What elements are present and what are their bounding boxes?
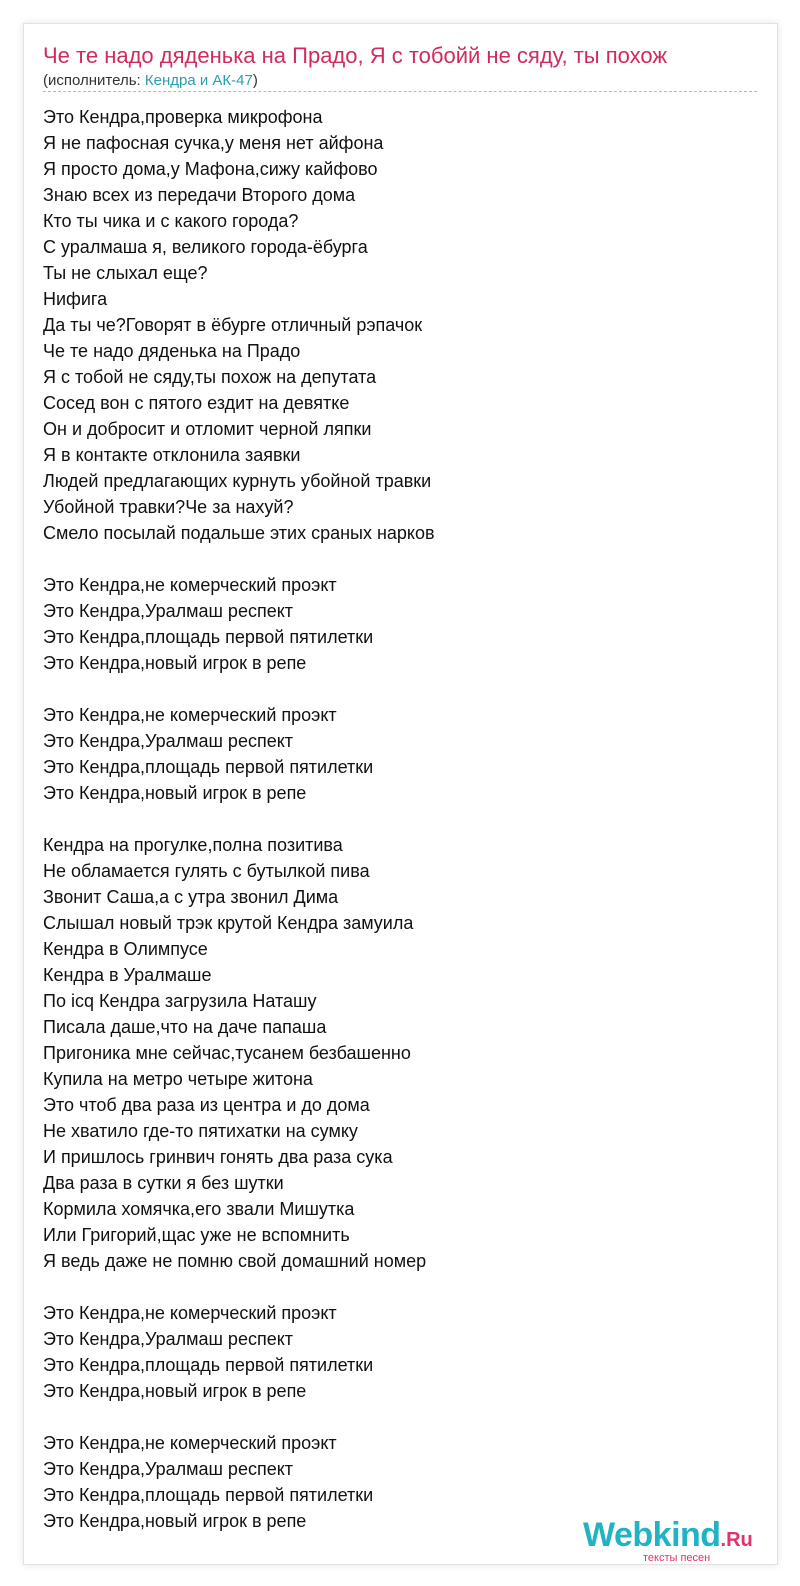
artist-line (43, 72, 258, 90)
webkind-logo (583, 1517, 773, 1567)
song-title: Че те надо дяденька на Прадо, Я с тобойй не сяду, ты похож (43, 43, 668, 68)
lyrics-text: Это Кендра,проверка микрофона Я не пафосная сучка,у меня нет айфона Я просто дома,у Мафона,сижу кайфово Знаю всех из передачи Второго дома Кто ты чика и с какого города? С уралмаша я, великого города-ёбурга Ты не слыхал еще? Нифига Да ты че?Говорят в ёбурге отличный рэпачок Че те надо дяденька на Прадо Я с тобой не сяду,ты похож на депутата Сосед вон с пятого ездит на девятке Он и добросит и отломит черной ляпки Я в контакте отклонила заявки Людей предлагающих курнуть убойной травки Убойной травки?Че за нахуй? Смело посылай подальше этих сраных нарков Это Кендра,не комерческий проэкт Это Кендра,Уралмаш респект Это Кендра,площадь первой пятилетки Это Кендра,новый игрок в репе Это Кендра,не комерческий проэкт Это Кендра,Уралмаш респект Это Кендра,площадь первой пятилетки Это Кендра,новый игрок в репе Кендра на прогулке,полна позитива Не обламается гулять с бутылкой пива Звонит Саша,а с утра звонил Дима Слышал новый трэк крутой Кендра замуила Кендра в Олимпусе Кендра в Уралмаше По icq Кендра загрузила Наташу Писала даше,что на даче папаша Пригоника мне сейчас,тусанем безбашенно Купила на метро четыре житона Это чтоб два раза из центра и до дома Не хватило где-то пятихатки на сумку И пришлось гринвич гонять два раза сука Два раза в сутки я без шутки Кормила хомячка,его звали Мишутка Или Григорий,щас уже не вспомнить Я ведь даже не помню свой домашний номер Это Кендра,не комерческий проэкт Это Кендра,Уралмаш респект Это Кендра,площадь первой пятилетки Это Кендра,новый игрок в репе Это Кендра,не комерческий проэкт Это Кендра,Уралмаш респект Это Кендра,площадь первой пятилетки Это Кендра,новый игрок в репе (43, 107, 435, 1531)
logo-tagline: тексты песен (643, 1552, 711, 1564)
logo-brand: Webkind (583, 1516, 721, 1554)
logo-tld: .Ru (720, 1529, 753, 1551)
artist-prefix: (исполнитель: (43, 72, 145, 89)
artist-link[interactable]: Кендра и АК-47 (144, 72, 253, 89)
divider (43, 91, 757, 92)
artist-suffix: ) (252, 72, 258, 89)
